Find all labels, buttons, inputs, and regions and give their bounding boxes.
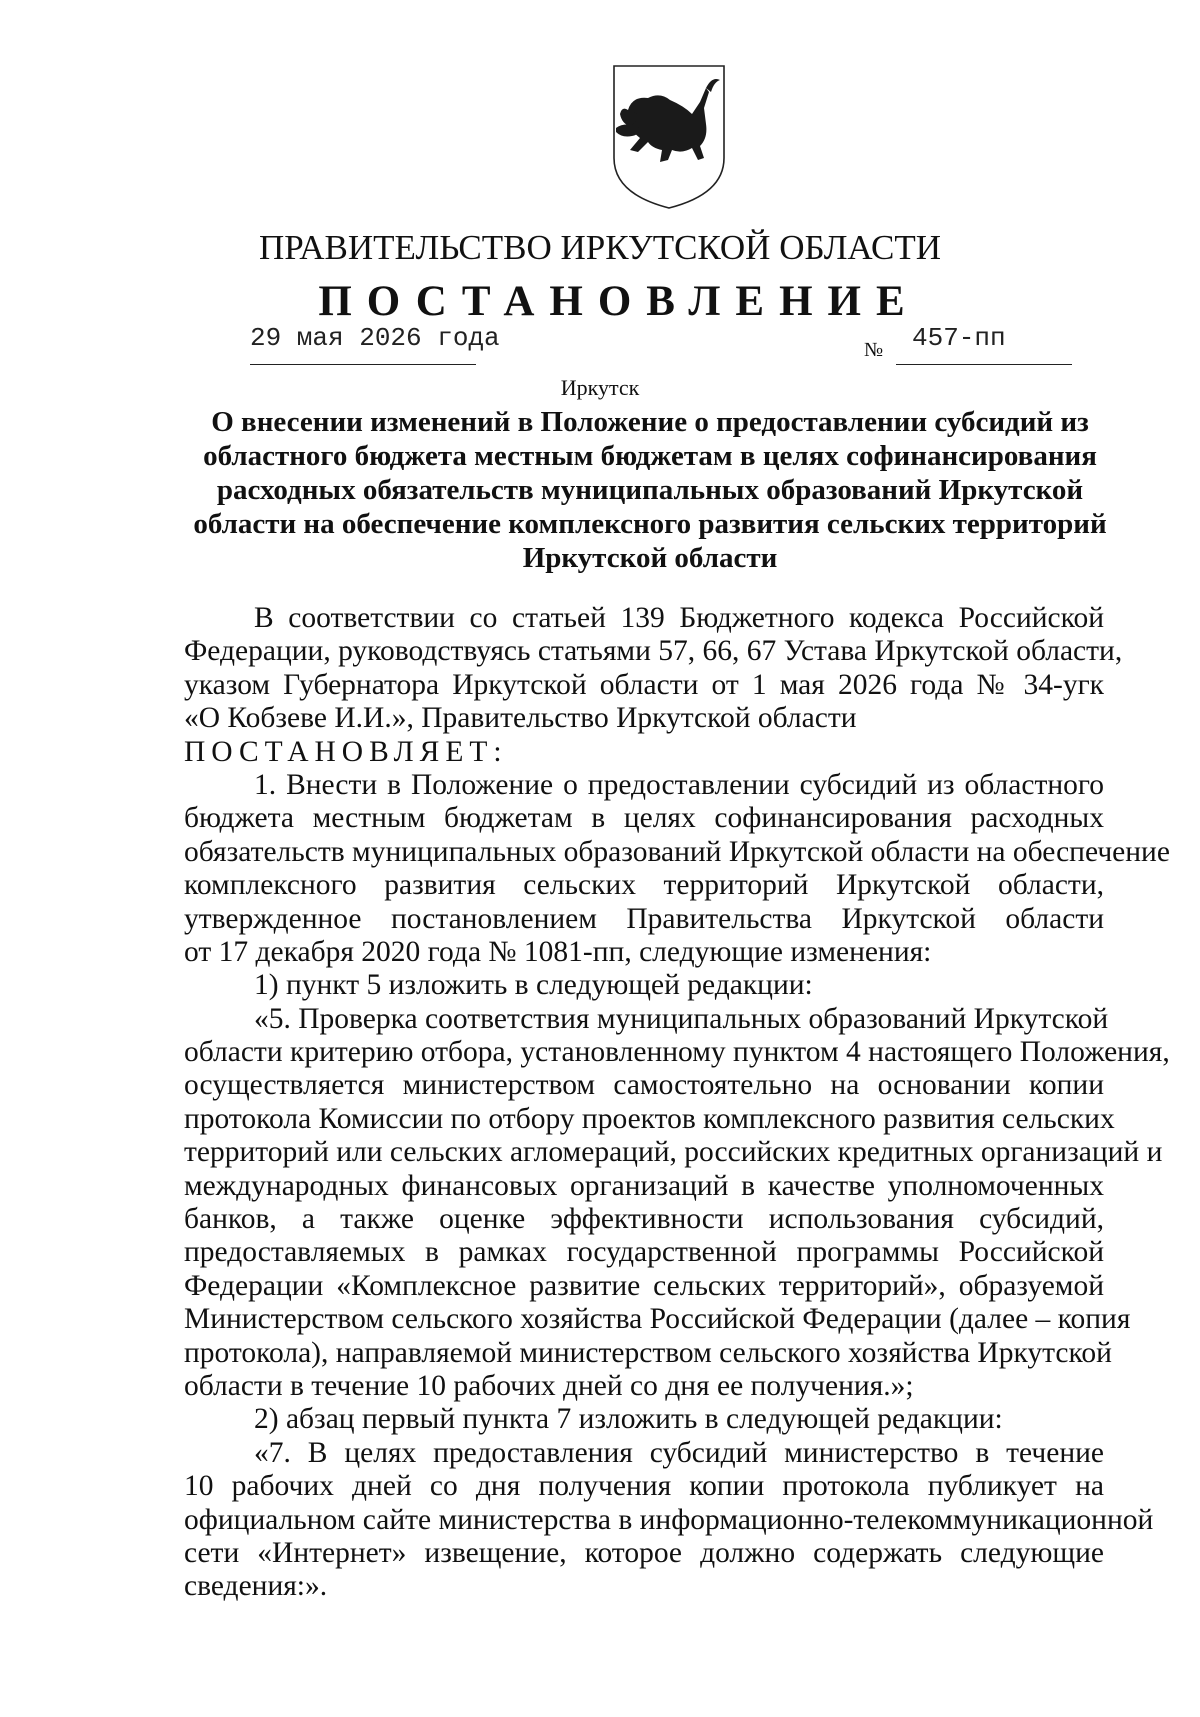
body-line: В соответствии со статьей 139 Бюджетного кодекса Российской <box>254 602 1104 634</box>
body-line: 2) абзац первый пункта 7 изложить в следующей редакции: <box>254 1403 1003 1436</box>
document-body <box>184 602 1170 1604</box>
resolution-word: ПОСТАНОВЛЯЕТ: <box>184 735 508 768</box>
body-line: 1. Внести в Положение о предоставлении субсидий из областного <box>254 768 1104 801</box>
body-line: сведения:». <box>184 1570 328 1603</box>
title-line: Иркутской области <box>522 542 778 574</box>
city: Иркутск <box>560 375 640 400</box>
body-line: от 17 декабря 2020 года № 1081-пп, следующие изменения: <box>184 935 932 968</box>
title-line: О внесении изменений в Положение о предоставлении субсидий из <box>211 406 1089 438</box>
body-line: Министерством сельского хозяйства Российской Федерации (далее – копия <box>184 1303 1131 1336</box>
document-title <box>190 405 1110 575</box>
body-line: области в течение 10 рабочих дней со дня ее получения.»; <box>184 1369 914 1402</box>
body-line: территорий или сельских агломераций, российских кредитных организаций и <box>184 1136 1163 1169</box>
body-line: 10 рабочих дней со дня получения копии протокола публикует на <box>184 1470 1104 1503</box>
document-type: ПОСТАНОВЛЕНИЕ <box>318 278 920 325</box>
coat-of-arms <box>608 62 730 212</box>
body-line: комплексного развития сельских территорий Иркутской области, <box>184 869 1104 902</box>
body-line: официальном сайте министерства в информационно-телекоммуникационной <box>184 1503 1154 1536</box>
body-line: протокола), направляемой министерством сельского хозяйства Иркутской <box>184 1336 1112 1369</box>
document-number: 457-пп <box>912 323 1006 353</box>
body-line: указом Губернатора Иркутской области от 1 мая 2026 года № 34-угк <box>184 668 1104 701</box>
title-line: областного бюджета местным бюджетам в целях софинансирования <box>203 440 1097 472</box>
body-line: предоставляемых в рамках государственной программы Российской <box>184 1236 1104 1269</box>
body-line: «О Кобзеве И.И.», Правительство Иркутской области <box>184 702 857 735</box>
body-line: обязательств муниципальных образований Иркутской области на обеспечение <box>184 835 1170 868</box>
government-name: ПРАВИТЕЛЬСТВО ИРКУТСКОЙ ОБЛАСТИ <box>259 228 941 267</box>
title-line: расходных обязательств муниципальных образований Иркутской <box>216 474 1084 506</box>
body-line: банков, а также оценке эффективности использования субсидий, <box>184 1203 1104 1236</box>
body-line: протокола Комиссии по отбору проектов комплексного развития сельских <box>184 1102 1115 1135</box>
document-date: 29 мая 2026 года <box>250 323 500 353</box>
body-line: области критерию отбора, установленному пунктом 4 настоящего Положения, <box>184 1036 1170 1069</box>
number-underline <box>896 364 1072 365</box>
body-line: международных финансовых организаций в качестве уполномоченных <box>184 1169 1104 1202</box>
body-line: Федерации «Комплексное развитие сельских территорий», образуемой <box>184 1269 1104 1302</box>
body-line: «7. В целях предоставления субсидий министерство в течение <box>254 1436 1104 1469</box>
date-underline <box>250 364 476 365</box>
body-line: утвержденное постановлением Правительства Иркутской области <box>184 902 1104 935</box>
body-line: Федерации, руководствуясь статьями 57, 66, 67 Устава Иркутской области, <box>184 635 1123 668</box>
title-line: области на обеспечение комплексного развития сельских территорий <box>193 508 1107 540</box>
body-line: «5. Проверка соответствия муниципальных образований Иркутской <box>254 1002 1109 1035</box>
number-sign: № <box>864 339 884 361</box>
body-line: бюджета местным бюджетам в целях софинансирования расходных <box>184 802 1104 835</box>
body-line: 1) пункт 5 изложить в следующей редакции: <box>254 969 813 1002</box>
body-line: сети «Интернет» извещение, которое должно содержать следующие <box>184 1536 1104 1569</box>
body-line: осуществляется министерством самостоятельно на основании копии <box>184 1069 1104 1102</box>
